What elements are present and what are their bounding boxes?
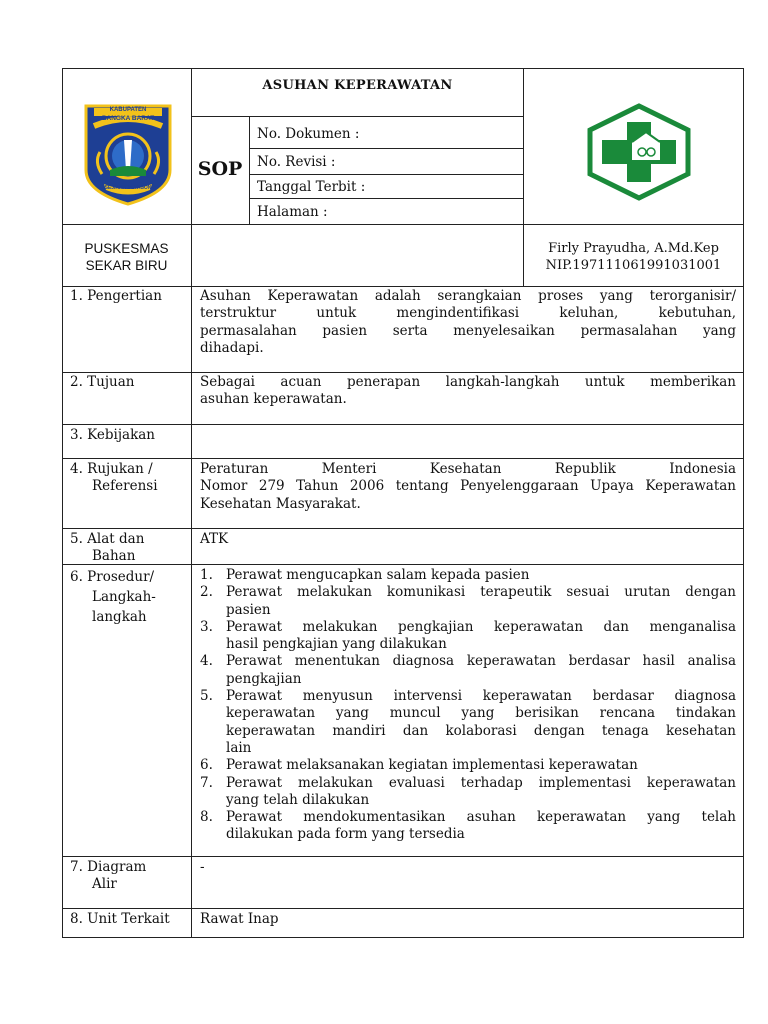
step-text-line: keperawatan yang muncul yang berisikan rencana tindakan bbox=[226, 705, 736, 722]
text-pengertian: Asuhan Keperawatan adalah serangkaian proses yang terorganisir/ terstruktur untuk mengindentifikasi keluhan, kebutuhan, permasalahan pasien serta menyelesaikan permasalahan yang dihadapi. bbox=[200, 288, 736, 356]
institution-line-1: PUSKESMAS bbox=[84, 241, 169, 256]
institution-line-2: SEKAR BIRU bbox=[85, 258, 168, 273]
logo-top-text: KABUPATEN bbox=[109, 107, 147, 113]
step-number: 7. bbox=[200, 774, 213, 791]
procedure-step bbox=[200, 757, 736, 774]
logo-bottom-text: SEJIRAN SETASON bbox=[104, 185, 152, 191]
field-tanggal-terbit: Tanggal Terbit : bbox=[257, 179, 366, 195]
step-text-line: Perawat menyusun intervensi keperawatan berdasar diagnosa bbox=[226, 688, 736, 705]
label-rujukan: 4. Rujukan / Referensi bbox=[70, 461, 158, 495]
document-title: ASUHAN KEPERAWATAN bbox=[262, 78, 453, 93]
text-tujuan: Sebagai acuan penerapan langkah-langkah untuk memberikan asuhan keperawatan. bbox=[200, 374, 736, 408]
step-number: 8. bbox=[200, 809, 213, 826]
step-number: 2. bbox=[200, 584, 213, 601]
step-text-line: dilakukan pada form yang tersedia bbox=[226, 826, 465, 843]
step-text-line: lain bbox=[226, 739, 252, 756]
logo-arc-text: BANGKA BARAT bbox=[101, 115, 155, 122]
label-alat-bahan: 5. Alat dan Bahan bbox=[70, 531, 145, 565]
step-number: 3. bbox=[200, 618, 213, 635]
procedure-step bbox=[200, 775, 736, 810]
signatory bbox=[524, 240, 743, 274]
step-text-line: yang telah dilakukan bbox=[226, 791, 370, 808]
step-text-line: Perawat mengucapkan salam kepada pasien bbox=[226, 567, 530, 583]
sop-label: SOP bbox=[197, 158, 243, 180]
procedure-step bbox=[200, 567, 736, 584]
procedure-step bbox=[200, 584, 736, 619]
step-text-line: Perawat menentukan diagnosa keperawatan berdasar hasil analisa bbox=[226, 653, 736, 670]
step-text-line: Perawat melakukan komunikasi terapeutik sesuai urutan dengan bbox=[226, 584, 736, 601]
text-alat-bahan: ATK bbox=[200, 531, 229, 547]
label-kebijakan: 3. Kebijakan bbox=[70, 427, 156, 443]
procedure-step bbox=[200, 619, 736, 654]
label-tujuan: 2. Tujuan bbox=[70, 374, 135, 390]
institution-name bbox=[62, 240, 191, 274]
step-text-line: Perawat mendokumentasikan asuhan keperawatan yang telah bbox=[226, 809, 736, 826]
label-prosedur: 6. Prosedur/ Langkah- langkah bbox=[70, 569, 156, 625]
signatory-name: Firly Prayudha, A.Md.Kep bbox=[548, 241, 719, 256]
field-no-revisi: No. Revisi : bbox=[257, 154, 336, 170]
label-unit-terkait: 8. Unit Terkait bbox=[70, 911, 170, 927]
label-diagram-alir: 7. Diagram Alir bbox=[70, 859, 147, 893]
kabupaten-logo bbox=[80, 100, 176, 208]
step-number: 5. bbox=[200, 688, 213, 705]
step-text-line: keperawatan mandiri dan kolaborasi dengan tenaga kesehatan bbox=[226, 722, 736, 739]
puskesmas-logo bbox=[584, 102, 694, 202]
step-number: 6. bbox=[200, 757, 213, 774]
label-pengertian: 1. Pengertian bbox=[70, 288, 162, 304]
step-text-line: pengkajian bbox=[226, 670, 302, 687]
field-halaman: Halaman : bbox=[257, 204, 328, 220]
procedure-step bbox=[200, 688, 736, 757]
steps-list bbox=[200, 567, 736, 844]
text-diagram-alir: - bbox=[200, 859, 205, 875]
step-number: 4. bbox=[200, 653, 213, 670]
step-number: 1. bbox=[200, 567, 213, 583]
step-text-line: pasien bbox=[226, 601, 271, 618]
procedure-step bbox=[200, 653, 736, 688]
procedure-step bbox=[200, 809, 736, 844]
step-text-line: Perawat melakukan pengkajian keperawatan dan menganalisa bbox=[226, 618, 736, 635]
prosedur-steps bbox=[200, 567, 736, 844]
step-text-line: Perawat melaksanakan kegiatan implementasi keperawatan bbox=[226, 757, 638, 774]
text-unit-terkait: Rawat Inap bbox=[200, 911, 279, 927]
signatory-nip: NIP.197111061991031001 bbox=[545, 258, 722, 273]
step-text-line: hasil pengkajian yang dilakukan bbox=[226, 636, 447, 653]
field-no-dokumen: No. Dokumen : bbox=[257, 126, 360, 142]
text-rujukan: Peraturan Menteri Kesehatan Republik Indonesia Nomor 279 Tahun 2006 tentang Penyelenggaraan Upaya Keperawatan Kesehatan Masyarakat. bbox=[200, 461, 736, 512]
step-text-line: Perawat melakukan evaluasi terhadap implementasi keperawatan bbox=[226, 774, 736, 791]
